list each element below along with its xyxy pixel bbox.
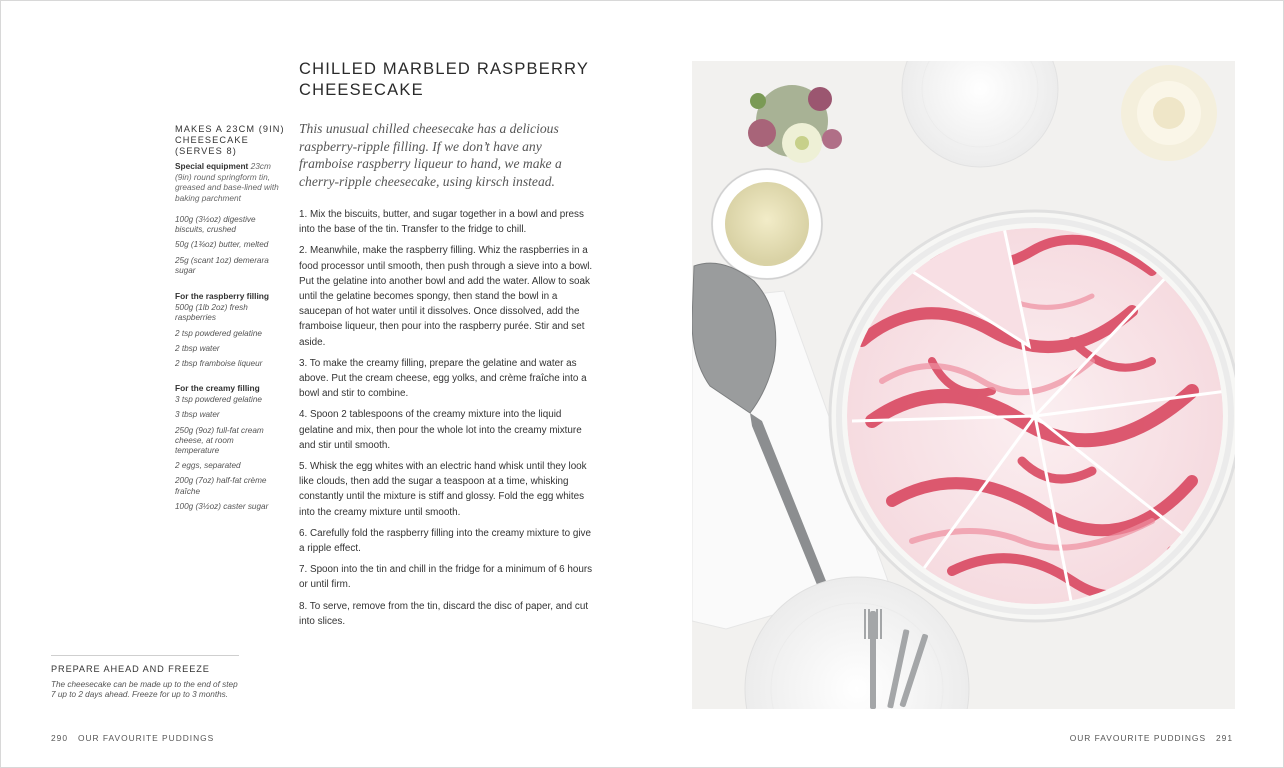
recipe-title-line1: CHILLED MARBLED RASPBERRY — [299, 60, 590, 78]
ingredient-item: 2 tsp powdered gelatine — [175, 328, 262, 338]
ingredient-item: 100g (3½oz) caster sugar — [175, 501, 269, 511]
ingredient-item: 200g (7oz) half-fat crème fraîche — [175, 476, 267, 496]
method-step: 5. Whisk the egg whites with an electric hand whisk until they look like clouds, then add the sugar a teaspoon at a time, whisking constantly until the mixture is stiff and glossy. Fold the egg whites into the creamy mixture until smooth. — [299, 461, 587, 518]
cheesecake-photo-illustration — [692, 61, 1235, 709]
ingredient-item: 500g (1lb 2oz) fresh raspberries — [175, 303, 248, 323]
method-step: 2. Meanwhile, make the raspberry filling. Whiz the raspberries in a food processor until smooth, then push through a sieve into a bowl. Put the gelatine into another bowl and add the water. Allow to soak until the gelatine becomes spongy, then stand the bowl in a saucepan of hot water until it dissolves. Once dissolved, add the framboise liqueur, then pour into the raspberry purée. Stir and set aside. — [299, 245, 593, 348]
yield-line3: (SERVES 8) — [175, 146, 237, 156]
ingredient-heading: For the raspberry filling — [175, 291, 270, 301]
equipment-label: Special equipment — [175, 161, 249, 171]
ingredient-item: 50g (1¾oz) butter, melted — [175, 240, 269, 250]
ingredients-raspberry — [175, 291, 279, 374]
method-step: 3. To make the creamy filling, prepare the gelatine and water as above. Put the cream cheese, egg yolks, and crème fraîche into a bowl and stir to combine. — [299, 357, 587, 400]
method-step: 8. To serve, remove from the tin, discard the disc of paper, and cut into slices. — [299, 600, 589, 627]
method-step: 6. Carefully fold the raspberry filling into the creamy mixture to give a ripple effect. — [299, 527, 591, 555]
ingredient-item: 100g (3½oz) digestive biscuits, crushed — [175, 215, 256, 235]
ingredient-item: 3 tbsp water — [175, 410, 220, 420]
yield-info — [175, 124, 285, 157]
recipe-intro: This unusual chilled cheesecake has a delicious raspberry-ripple filling. If we don’t have any framboise raspberry liqueur to hand, we make a cherry-ripple cheesecake, using kirsch instead. — [299, 121, 562, 189]
recipe-title-line2: CHEESECAKE — [299, 81, 424, 99]
recipe-title — [299, 59, 599, 101]
ingredients-creamy — [175, 383, 279, 517]
wine-glass — [712, 169, 822, 279]
special-equipment — [175, 161, 279, 203]
white-rose — [1121, 65, 1217, 161]
method-steps — [299, 207, 593, 635]
ingredient-item: 2 eggs, separated — [175, 461, 241, 471]
ingredient-item: 2 tbsp water — [175, 343, 220, 353]
ingredient-item: 250g (9oz) full-fat cream cheese, at room temperature — [175, 425, 264, 456]
method-step: 1. Mix the biscuits, butter, and sugar together in a bowl and press into the base of the tin. Transfer to the fridge to chill. — [299, 209, 584, 236]
prepare-ahead-text: The cheesecake can be made up to the end of step 7 up to 2 days ahead. Freeze for up to 3 months. — [51, 680, 238, 700]
ingredient-item: 2 tbsp framboise liqueur — [175, 359, 263, 369]
yield-line1: MAKES A 23CM (9IN) — [175, 124, 285, 134]
folio-left: 290 OUR FAVOURITE PUDDINGS — [51, 733, 215, 743]
yield-line2: CHEESECAKE — [175, 135, 249, 145]
prepare-ahead-title: PREPARE AHEAD AND FREEZE — [51, 664, 210, 674]
ingredient-item: 3 tsp powdered gelatine — [175, 395, 262, 405]
folio-right: OUR FAVOURITE PUDDINGS 291 — [1069, 733, 1233, 743]
method-step: 7. Spoon into the tin and chill in the fridge for a minimum of 6 hours or until firm. — [299, 564, 593, 591]
ingredient-heading: For the creamy filling — [175, 383, 260, 393]
method-step: 4. Spoon 2 tablespoons of the creamy mixture into the liquid gelatine and mix, then pour the whole lot into the creamy mixture and stir until smooth. — [299, 409, 582, 451]
ingredient-item: 25g (scant 1oz) demerara sugar — [175, 255, 269, 275]
cheesecake-photo — [692, 61, 1235, 709]
ingredients-base — [175, 215, 279, 281]
equipment-text: 23cm (9in) round springform tin, greased and base-lined with baking parchment — [175, 161, 279, 203]
prepare-ahead-box — [51, 655, 239, 701]
